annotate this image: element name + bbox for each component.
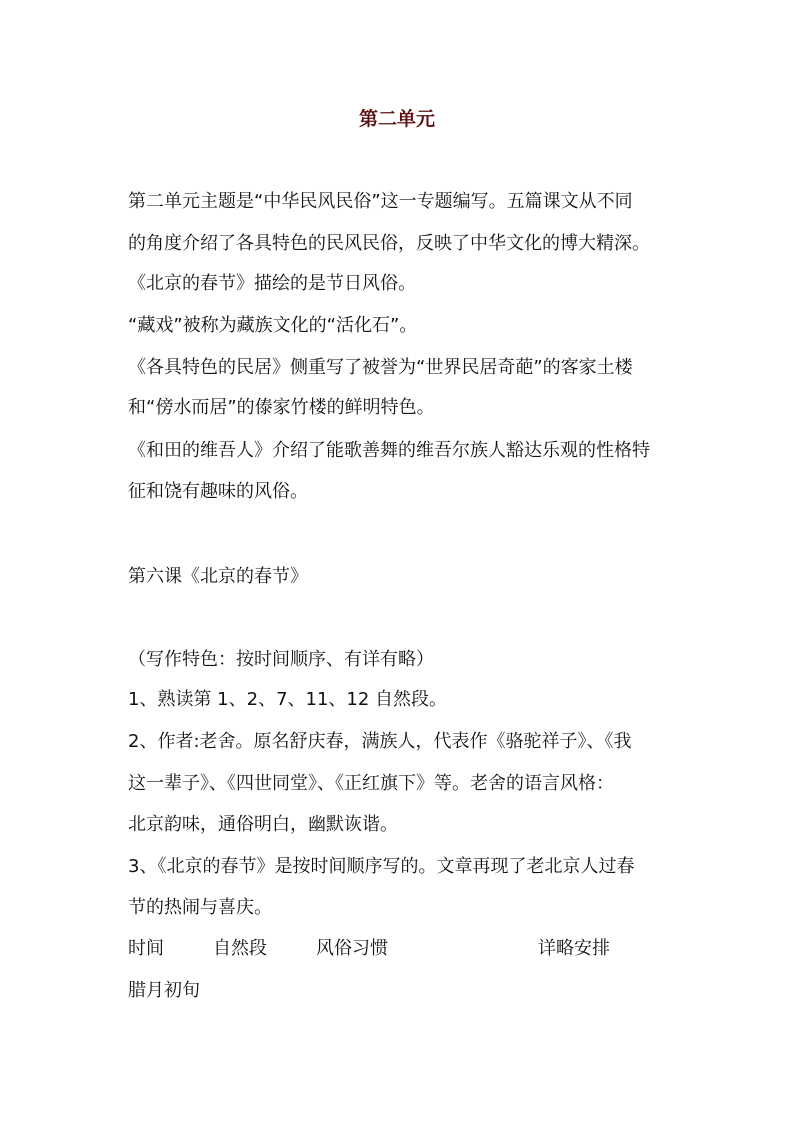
intro-line: “藏戏”被称为藏族文化的“活化石”。	[128, 315, 418, 336]
intro-line: 《和田的维吾人》介绍了能歌善舞的维吾尔族人豁达乐观的性格特	[128, 440, 650, 461]
table-header-time: 时间	[128, 938, 164, 959]
table-row: 腊月初旬	[128, 980, 200, 1001]
table-header-paragraph: 自然段	[213, 938, 267, 959]
intro-line: 第二单元主题是“中华民风民俗”这一专题编写。五篇课文从不同	[128, 191, 633, 212]
point-line: 3、《北京的春节》是按时间顺序写的。文章再现了老北京人过春	[128, 856, 635, 877]
intro-line: 和“傍水而居”的傣家竹楼的鲜明特色。	[128, 397, 435, 418]
table-header-customs: 风俗习惯	[316, 938, 388, 959]
table-header-detail: 详略安排	[538, 938, 610, 959]
point-line: 2、作者:老舍。原名舒庆春，满族人，代表作《骆驼祥子》、《我	[128, 731, 632, 752]
intro-line: 《北京的春节》描绘的是节日风俗。	[128, 273, 416, 294]
intro-line: 《各具特色的民居》侧重写了被誉为“世界民居奇葩”的客家土楼	[128, 357, 633, 378]
lesson-title: 第六课《北京的春节》	[128, 566, 308, 587]
page-title: 第二单元	[358, 108, 435, 130]
writing-feature: （写作特色：按时间顺序、有详有略）	[128, 649, 434, 670]
point-line: 节的热闹与喜庆。	[128, 897, 272, 918]
point-line: 北京韵味，通俗明白，幽默诙谐。	[128, 814, 398, 835]
intro-line: 征和饶有趣味的风俗。	[128, 481, 308, 502]
point-line: 这一辈子》、《四世同堂》、《正红旗下》等。老舍的语言风格：	[128, 773, 614, 794]
point-line: 1、熟读第 1、2、7、11、12 自然段。	[128, 689, 448, 710]
intro-line: 的角度介绍了各具特色的民风民俗，反映了中华文化的博大精深。	[128, 233, 650, 254]
